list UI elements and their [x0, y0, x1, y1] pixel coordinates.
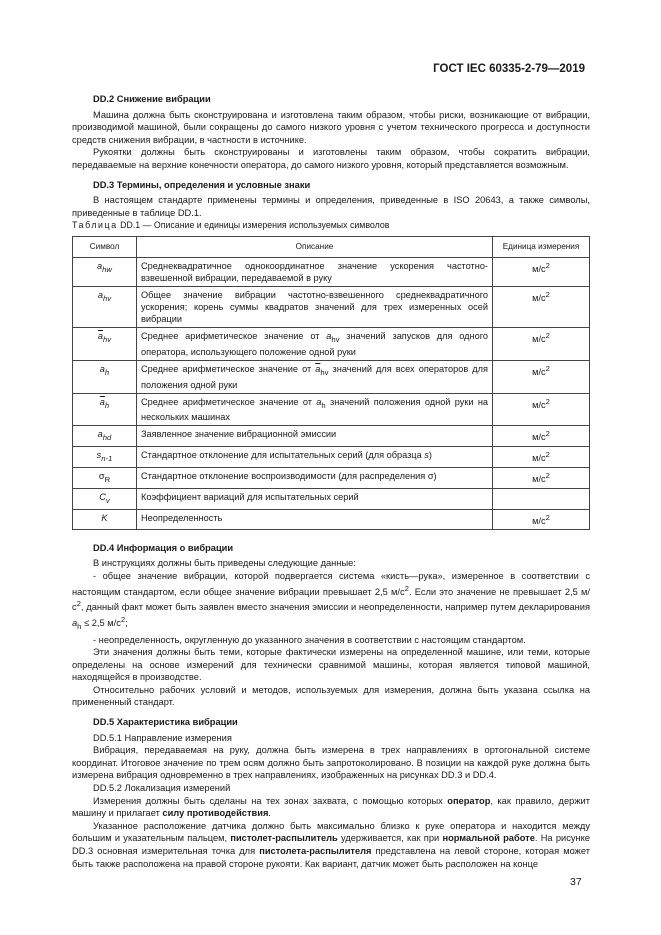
section-dd4-paragraph-1: Эти значения должны быть теми, которые фактически измерены на определенной машине, или теми, которые определены на основе измерений для технически сравнимой машины, которая является типовой машиной, находящейся в производстве.	[72, 647, 590, 683]
symbol-cell: K	[73, 509, 137, 529]
table-row	[73, 327, 590, 360]
unit-cell	[493, 488, 590, 509]
unit-cell: $м/с^2$	[493, 468, 590, 489]
symbol-cell: $\overline{a}_h$	[73, 393, 137, 426]
unit-cell: $м/с^2$	[493, 286, 590, 327]
description-column-header: Описание	[137, 236, 493, 257]
unit-cell: $м/с^2$	[493, 426, 590, 447]
description-cell: Среднее арифметическое значение от $a_{hv}$ значений запусков для одного оператора, использующего положение одной руки	[137, 327, 493, 360]
table-row	[73, 393, 590, 426]
section-dd5-2-paragraph-2: Указанное расположение датчика должно быть максимально близко к руке оператора и находится между большим и указательным пальцем, пистолет-распылитель удерживается, как при нормальной работе. На рисунке DD.3 основная измерительная точка для пистолета-распылителя представлена на левой стороне, которая может быть также расположена на правой стороне рукояти. Как вариант, датчик может быть расположен на конце	[72, 820, 590, 869]
table-row	[73, 509, 590, 529]
section-dd3-heading: DD.3 Термины, определения и условные знаки	[93, 179, 311, 190]
table-caption-text: DD.1 — Описание и единицы измерения используемых символов	[120, 220, 390, 231]
section-dd2-paragraph-2: Рукоятки должны быть сконструированы и изготовлены таким образом, чтобы сократить вибрации, передаваемые на верхние конечности оператора, до самого низкого уровня, который представляется возможным.	[72, 147, 590, 170]
table-row	[73, 426, 590, 447]
section-dd5-2-heading: DD.5.2 Локализация измерений	[93, 783, 231, 794]
description-cell: Среднеквадратичное однокоординатное значение ускорения частотно-взвешенной вибрации, передаваемой в руку	[137, 257, 493, 286]
description-cell: Общее значение вибрации частотно-взвешенного среднеквадратичного ускорения; корень суммы квадратов значений для трех измеренных осей вибрации	[137, 286, 493, 327]
section-dd5-heading: DD.5 Характеристика вибрации	[93, 717, 238, 728]
section-dd5-2-paragraph-1: Измерения должны быть сделаны на тех зонах захвата, с помощью которых оператор, как правило, держит машину и прилагает силу противодействия.	[72, 795, 590, 819]
section-dd4-intro: В инструкциях должны быть приведены следующие данные:	[93, 558, 356, 569]
table-row	[73, 286, 590, 327]
unit-cell: $м/с^2$	[493, 393, 590, 426]
description-cell: Коэффициент вариаций для испытательных серий	[137, 488, 493, 509]
page-content	[72, 93, 590, 870]
symbol-cell: $\sigma_R$	[73, 468, 137, 489]
section-dd4-paragraph-2: Относительно рабочих условий и методов, используемых для измерения, должна быть указана ссылка на примененный стандарт.	[72, 684, 590, 708]
table-header-row	[73, 236, 590, 257]
symbol-cell: $\overline{a}_{hv}$	[73, 327, 137, 360]
section-dd2-paragraph-1: Машина должна быть сконструирована и изготовлена таким образом, чтобы риски, возникающие от вибрации, производимой машиной, были сокращены до самого низкого уровня с учетом технического прогресса и доступности средств снижения вибрации, в частности в источнике.	[72, 109, 590, 145]
table-caption	[72, 219, 590, 232]
description-cell: Стандартное отклонение для испытательных серий (для образца s)	[137, 447, 493, 468]
unit-cell: $м/с^2$	[493, 257, 590, 286]
symbol-cell: $C_v$	[73, 488, 137, 509]
description-cell: Среднее арифметическое значение от $\overline{a}_{hv}$ значений для всех операторов для положения одной руки	[137, 360, 493, 393]
description-cell: Среднее арифметическое значение от $a_h$ значений положения одной руки на нескольких машинах	[137, 393, 493, 426]
section-dd4-item-2: - неопределенность, округленную до указанного значения в соответствии с настоящим стандартом.	[93, 634, 526, 645]
symbol-cell: $a_{hv}$	[73, 286, 137, 327]
table-row	[73, 447, 590, 468]
section-dd5-1-heading: DD.5.1 Направление измерения	[93, 732, 232, 743]
description-cell: Стандартное отклонение воспроизводимости (для распределения σ)	[137, 468, 493, 489]
symbol-cell: $a_{hw}$	[73, 257, 137, 286]
table-row	[73, 360, 590, 393]
description-cell: Неопределенность	[137, 509, 493, 529]
symbol-cell: $s_{n-1}$	[73, 447, 137, 468]
unit-column-header: Единица измерения	[493, 236, 590, 257]
unit-cell: $м/с^2$	[493, 447, 590, 468]
unit-cell: $м/с^2$	[493, 360, 590, 393]
unit-cell: $м/с^2$	[493, 327, 590, 360]
page-number: 37	[570, 876, 582, 888]
section-dd4-item-1: - общее значение вибрации, которой подвергается система «кисть—рука», измеренное в соответствии с настоящим стандартом, если общее значение вибрации превышает 2,5 $м/с^2$. Если это значение не превышает 2,5 $м/с^2$, данный факт может быть заявлен вместо значения эмиссии и неопределенности, например путем декларирования $a_h \le 2,5$ $м/с^2$;	[72, 570, 591, 631]
unit-cell: $м/с^2$	[493, 509, 590, 529]
description-cell: Заявленное значение вибрационной эмиссии	[137, 426, 493, 447]
section-dd4-heading: DD.4 Информация о вибрации	[93, 542, 234, 553]
section-dd5-1-paragraph: Вибрация, передаваемая на руку, должна быть измерена в трех направлениях в ортогональной системе координат. Итоговое значение по трем осям должно быть запротоколировано. В позиции на каждой руке должна быть измерена вибрация одновременно в трех направлениях, изображенных на рисунках DD.3 и DD.4.	[72, 745, 590, 781]
symbol-column-header: Символ	[73, 236, 137, 257]
section-dd2-heading: DD.2 Снижение вибрации	[93, 94, 211, 104]
standard-header: ГОСТ IEC 60335-2-79—2019	[433, 63, 585, 75]
symbol-cell: $a_h$	[73, 360, 137, 393]
symbols-table	[72, 236, 590, 530]
table-row	[73, 468, 590, 489]
table-row	[73, 488, 590, 509]
symbol-cell: $a_{hd}$	[73, 426, 137, 447]
table-row	[73, 257, 590, 286]
table-caption-label: Таблица	[72, 220, 118, 231]
section-dd3-paragraph-1: В настоящем стандарте применены термины и определения, приведенные в ISO 20643, а также символы, приведенные в таблице DD.1.	[72, 195, 590, 218]
